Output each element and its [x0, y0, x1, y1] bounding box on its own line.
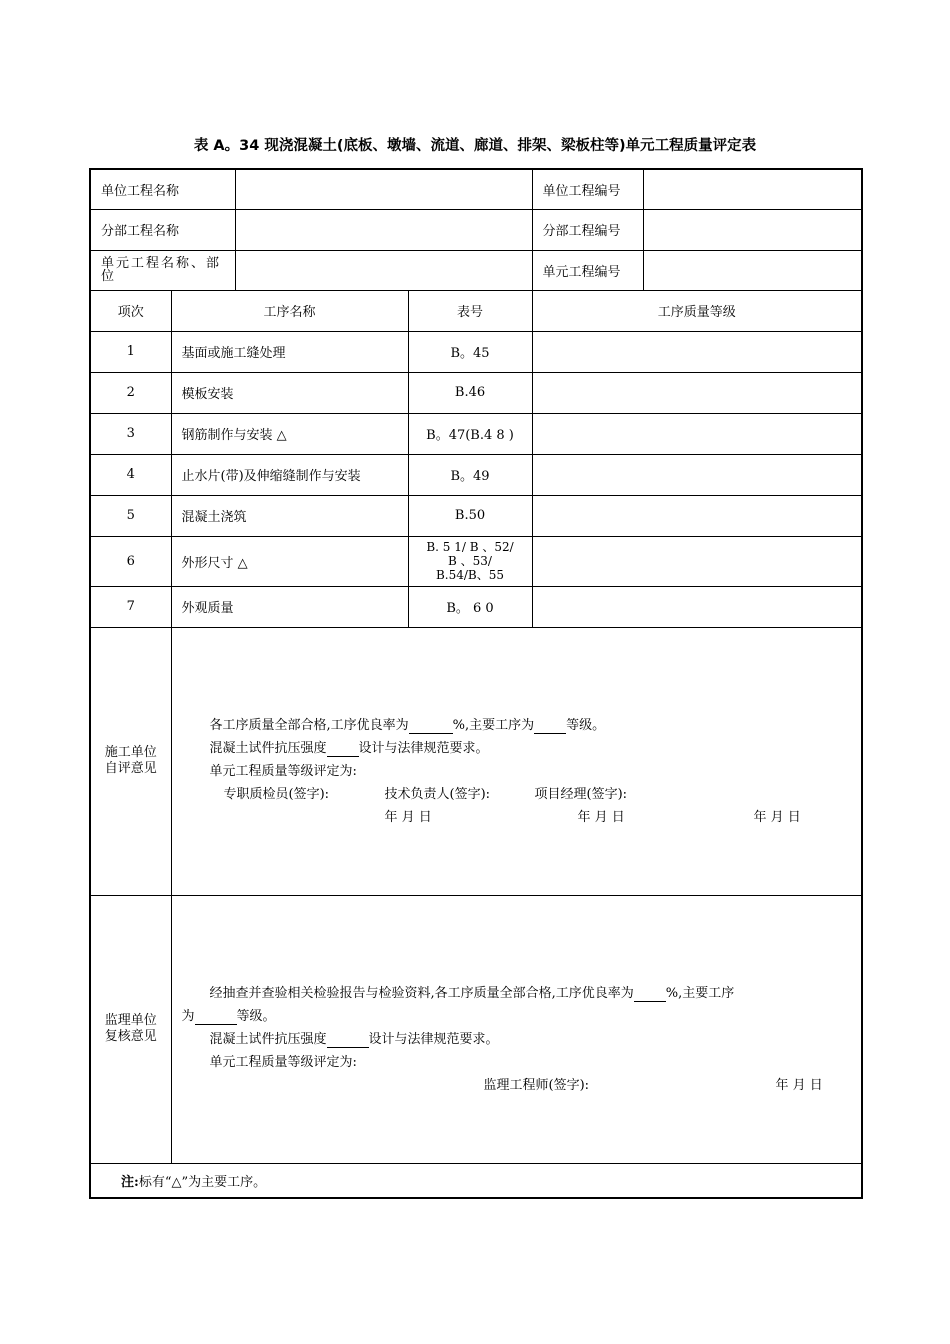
supervision-opinion-label: [90, 895, 171, 1163]
unit-project-name-label: 单位工程名称: [90, 169, 235, 209]
supervision-opinion-row: [90, 895, 862, 1163]
row-no: 7: [90, 586, 171, 627]
construction-label-line2: 自评意见: [104, 761, 157, 776]
main-process-grade-blank[interactable]: [534, 718, 566, 734]
row-no: 4: [90, 454, 171, 495]
supervision-date: 年 月 日: [775, 1077, 823, 1093]
table-row: [90, 536, 862, 586]
supervision-rate-blank[interactable]: [634, 986, 666, 1002]
strength-blank[interactable]: [327, 741, 359, 757]
row-form-no: B。 6 0: [408, 586, 532, 627]
row-form-no: B。45: [408, 331, 532, 372]
col-grade-header: 工序质量等级: [532, 290, 862, 331]
supervision-line1-text-a: 经抽查并查验相关检验报告与检验资料,各工序质量全部合格,工序优良率为: [209, 985, 634, 1001]
row-process-name: 外形尺寸 △: [171, 536, 408, 586]
row-process-name: 模板安装: [171, 372, 408, 413]
supervisor-signature-label: 监理工程师(签字):: [483, 1077, 590, 1093]
sub-project-code-label: 分部工程编号: [532, 209, 643, 250]
excellent-rate-blank[interactable]: [409, 718, 453, 734]
supervision-line4: 单元工程质量等级评定为:: [209, 1054, 357, 1070]
supervision-line3-text-a: 混凝土试件抗压强度: [209, 1031, 327, 1047]
supervision-opinion-content: [171, 895, 862, 1163]
column-header-row: [90, 290, 862, 331]
table-row: [90, 372, 862, 413]
unit-project-name-value[interactable]: [235, 169, 532, 209]
construction-line2-text-a: 混凝土试件抗压强度: [209, 740, 327, 756]
row-grade-value[interactable]: [532, 372, 862, 413]
note-prefix: 注:: [121, 1174, 139, 1190]
construction-opinion-label: [90, 627, 171, 895]
col-form-no-header: 表号: [408, 290, 532, 331]
row-form-no-line2: B 、53/: [448, 554, 492, 568]
table-row: [90, 413, 862, 454]
element-project-name-value[interactable]: [235, 250, 532, 290]
supervision-grade-blank[interactable]: [195, 1009, 237, 1025]
sub-project-name-value[interactable]: [235, 209, 532, 250]
construction-line1-text-b: %,主要工序为: [452, 717, 535, 733]
tech-lead-signature-label: 技术负责人(签字):: [384, 786, 491, 802]
sub-project-name-label: 分部工程名称: [90, 209, 235, 250]
date2: 年 月 日: [577, 809, 625, 825]
col-no-header: 项次: [90, 290, 171, 331]
row-form-no-line1: B. 5 1/ B 、52/: [426, 540, 514, 554]
header-row-unit: [90, 169, 862, 209]
supervision-line1: [210, 982, 735, 1002]
row-grade-value[interactable]: [532, 454, 862, 495]
construction-label-line1: 施工单位: [104, 745, 157, 760]
header-row-element: [90, 250, 862, 290]
row-form-no: B。49: [408, 454, 532, 495]
sub-project-code-value[interactable]: [643, 209, 862, 250]
table-row: [90, 586, 862, 627]
construction-line3: 单元工程质量等级评定为:: [209, 763, 357, 779]
supervision-label-line1: 监理单位: [104, 1013, 157, 1028]
element-project-code-label: 单元工程编号: [532, 250, 643, 290]
supervision-line3-text-b: 设计与法律规范要求。: [368, 1031, 499, 1047]
date3: 年 月 日: [753, 809, 801, 825]
supervision-line1-text-b: %,主要工序: [665, 985, 735, 1001]
supervision-line3: [210, 1028, 499, 1048]
header-row-sub: [90, 209, 862, 250]
row-form-no-line3: B.54/B、55: [435, 568, 505, 582]
row-form-no: [408, 536, 532, 586]
inspector-signature-label: 专职质检员(签字):: [223, 786, 330, 802]
element-project-name-label: 单元工程名称、部位: [90, 250, 235, 290]
col-process-name-header: 工序名称: [171, 290, 408, 331]
row-no: 3: [90, 413, 171, 454]
construction-opinion-content: [171, 627, 862, 895]
row-process-name: 止水片(带)及伸缩缝制作与安装: [171, 454, 408, 495]
construction-line1-text-a: 各工序质量全部合格,工序优良率为: [209, 717, 409, 733]
row-no: 1: [90, 331, 171, 372]
row-process-name: 混凝土浇筑: [171, 495, 408, 536]
note-row: [90, 1163, 862, 1198]
form-title: 表 A。34 现浇混凝土(底板、墩墙、流道、廊道、排架、梁板柱等)单元工程质量评定表: [193, 138, 757, 154]
unit-project-code-value[interactable]: [643, 169, 862, 209]
note-cell: [90, 1163, 862, 1198]
row-grade-value[interactable]: [532, 536, 862, 586]
date1: 年 月 日: [384, 809, 432, 825]
element-project-code-value[interactable]: [643, 250, 862, 290]
row-grade-value[interactable]: [532, 495, 862, 536]
row-grade-value[interactable]: [532, 586, 862, 627]
row-no: 5: [90, 495, 171, 536]
row-no: 6: [90, 536, 171, 586]
row-grade-value[interactable]: [532, 331, 862, 372]
construction-line1-text-c: 等级。: [566, 717, 606, 733]
supervision-label-line2: 复核意见: [104, 1029, 157, 1044]
construction-line2: [210, 737, 489, 757]
row-process-name: 基面或施工缝处理: [171, 331, 408, 372]
supervision-line2-text-b: 等级。: [236, 1008, 276, 1024]
row-process-name: 外观质量: [171, 586, 408, 627]
row-form-no: B。47(B.4 8 ): [408, 413, 532, 454]
table-row: [90, 495, 862, 536]
quality-form-table: [89, 168, 863, 1199]
construction-line1: [210, 714, 606, 734]
unit-project-code-label: 单位工程编号: [532, 169, 643, 209]
table-row: [90, 331, 862, 372]
construction-opinion-row: [90, 627, 862, 895]
row-form-no: B.50: [408, 495, 532, 536]
pm-signature-label: 项目经理(签字):: [534, 786, 628, 802]
construction-line2-text-b: 设计与法律规范要求。: [358, 740, 489, 756]
row-no: 2: [90, 372, 171, 413]
table-row: [90, 454, 862, 495]
supervision-strength-blank[interactable]: [327, 1032, 369, 1048]
supervision-line2-text-a: 为: [181, 1008, 195, 1024]
row-form-no: B.46: [408, 372, 532, 413]
supervision-line2: [182, 1005, 276, 1025]
note-text: 标有“△”为主要工序。: [138, 1174, 267, 1190]
row-grade-value[interactable]: [532, 413, 862, 454]
row-process-name: 钢筋制作与安装 △: [171, 413, 408, 454]
